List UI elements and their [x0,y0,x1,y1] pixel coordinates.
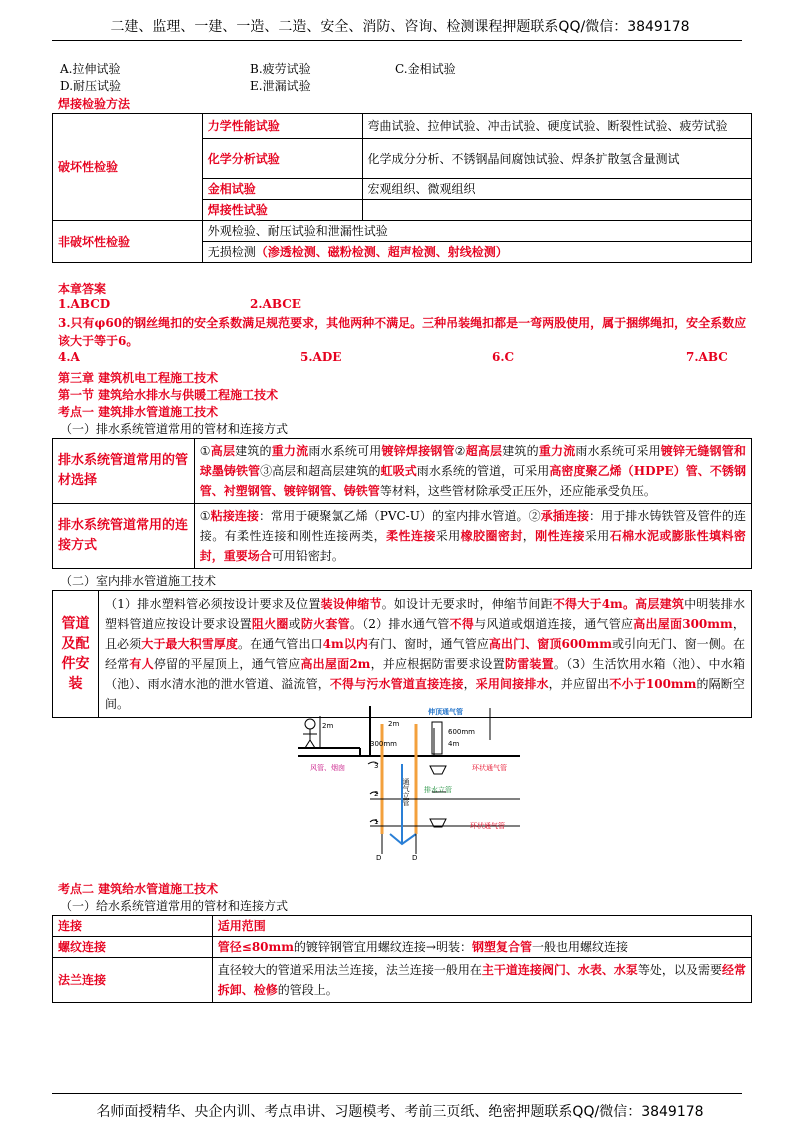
supply-h2: 适用范围 [212,916,751,937]
page-footer: 名师面授精华、央企内训、考点串讲、习题模考、考前三页纸、绝密押题联系QQ/微信：3849178 [96,1104,704,1120]
option-a: A.拉伸试验 [60,62,121,76]
supply-table [52,915,752,1003]
supply-h1: 连接 [53,916,213,937]
fig-drain-stack: 排水立管 [424,786,452,794]
weld-chem: 化学分析试验 [202,139,362,179]
supply-r1-label: 螺纹连接 [53,937,213,958]
weld-title: 焊接检验方法 [58,97,131,111]
weld-nondestructive: 非破坏性检验 [53,221,203,263]
fig-600mm: 600mm [448,728,475,736]
option-b: B.疲劳试验 [250,62,311,76]
weld-metal: 金相试验 [202,179,362,200]
weld-nd1: 外观检验、耐压试验和泄漏性试验 [202,221,751,242]
drain-r2-desc: ①粘接连接：常用于硬聚氯乙烯（PVC-U）的室内排水管道。②承插连接：用于排水铸铁管及管件的连接。有柔性连接和刚性连接两类，柔性连接采用橡胶圈密封，刚性连接采用石棉水泥或膨胀性填料密封，重要场合可用铅密封。 [194,504,751,569]
header-divider [52,40,742,41]
drain-r2-label: 排水系统管道常用的连接方式 [53,504,195,569]
fig-wind: 风管、烟囱 [310,764,345,772]
weld-metal-desc: 宏观组织、微观组织 [362,179,751,200]
fig-stack-vent: 伸顶通气管 [428,708,463,716]
supply-r1-desc: 管径≤80mm的镀锌钢管宜用螺纹连接→明装：钢塑复合管一般也用螺纹连接 [212,937,751,958]
kp2-title: 考点二 建筑给水管道施工技术 [58,882,219,896]
answer-1: 1.ABCD [58,297,111,311]
weld-nd2 [202,242,751,263]
drain-table [52,438,752,569]
kp2-sub1: （一）给水系统管道常用的管材和连接方式 [60,899,289,913]
answer-7: 7.ABC [686,350,728,364]
fig-300mm: 300mm [370,740,397,748]
option-d: D.耐压试验 [60,79,122,93]
kp1-title: 考点一 建筑排水管道施工技术 [58,405,219,419]
fig-n1: 3 [374,762,379,770]
fig-n3: 1 [374,818,379,826]
option-c: C.金相试验 [395,62,456,76]
fig-2m-b: 2m [388,720,400,728]
supply-r2-label: 法兰连接 [53,958,213,1003]
fig-ring1: 环状通气管 [472,764,507,772]
answer-4: 4.A [58,350,80,364]
fig-d-right: D [412,854,418,862]
weld-chem-desc: 化学成分分析、不锈钢晶间腐蚀试验、焊条扩散氢含量测试 [362,139,751,179]
weld-weldability: 焊接性试验 [202,200,362,221]
vent-pipe-diagram [290,704,530,864]
answer-5: 5.ADE [300,350,342,364]
weld-empty [362,200,751,221]
weld-table [52,113,752,263]
answers-title: 本章答案 [58,282,107,296]
option-e: E.泄漏试验 [250,79,311,93]
fig-2m: 2m [322,722,334,730]
section-title: 第一节 建筑给水排水与供暖工程施工技术 [58,388,279,402]
footer-divider [52,1093,742,1094]
weld-mech-desc: 弯曲试验、拉伸试验、冲击试验、硬度试验、断裂性试验、疲劳试验 [362,114,751,139]
person-icon [305,719,315,729]
fig-ring2: 环状通气管 [470,822,505,830]
answer-6: 6.C [492,350,515,364]
page-header: 二建、监理、一建、一造、二造、安全、消防、咨询、检测课程押题联系QQ/微信：3849178 [110,19,690,35]
weld-nd2-prefix: 无损检测 [207,245,256,259]
drain-r1-desc: ①高层建筑的重力流雨水系统可用镀锌焊接钢管②超高层建筑的重力流雨水系统可采用镀锌无缝钢管和球墨铸铁管③高层和超高层建筑的虹吸式雨水系统的管道，可采用高密度聚乙烯（HDPE）管、不锈钢管、衬塑钢管、镀锌钢管、铸铁管等材料，这些管材除承受正压外，还应能承受负压。 [194,439,751,504]
supply-r2-desc: 直径较大的管道采用法兰连接，法兰连接一般用在主干道连接阀门、水表、水泵等处，以及需要经常拆卸、检修的管段上。 [212,958,751,1003]
install-table [52,590,752,718]
drain-r1-label: 排水系统管道常用的管材选择 [53,439,195,504]
kp1-sub2: （二）室内排水管道施工技术 [60,574,217,588]
fig-vent-stack: 通气立管 [402,778,410,806]
fig-d-left: D [376,854,382,862]
weld-nd2-red: （渗透检测、磁粉检测、超声检测、射线检测） [255,245,508,259]
fig-4m: 4m [448,740,460,748]
kp1-sub1: （一）排水系统管道常用的管材和连接方式 [60,422,289,436]
answer-2: 2.ABCE [250,297,301,311]
weld-destructive: 破坏性检验 [53,114,203,221]
install-desc: （1）排水塑料管必须按设计要求及位置装设伸缩节。如设计无要求时，伸缩节间距不得大于4m。高层建筑中明装排水塑料管道应按设计要求设置阻火圈或防火套管。（2）排水通气管不得与风道或烟道连接，通气管应高出屋面300mm，且必须大于最大积雪厚度。在通气管出口4m以内有门、窗时，通气管应高出门、窗顶600mm或引向无门、窗一侧。在经常有人停留的平屋顶上，通气管应高出屋面2m，并应根据防雷要求设置防雷装置。（3）生活饮用水箱（池）、中水箱（池）、雨水清水池的泄水管道、溢流管，不得与污水管道直接连接，采用间接排水，并应留出不小于100mm的隔断空间。 [98,591,751,718]
answer-3: 3.只有φ60的钢丝绳扣的安全系数满足规范要求，其他两种不满足。三种吊装绳扣都是一弯两股使用，属于捆绑绳扣，安全系数应该大于等于6。 [58,316,747,348]
install-label: 管道及配件安装 [53,591,99,718]
weld-mech: 力学性能试验 [202,114,362,139]
chapter-title: 第三章 建筑机电工程施工技术 [58,371,219,385]
fig-n2: 2 [374,790,379,798]
